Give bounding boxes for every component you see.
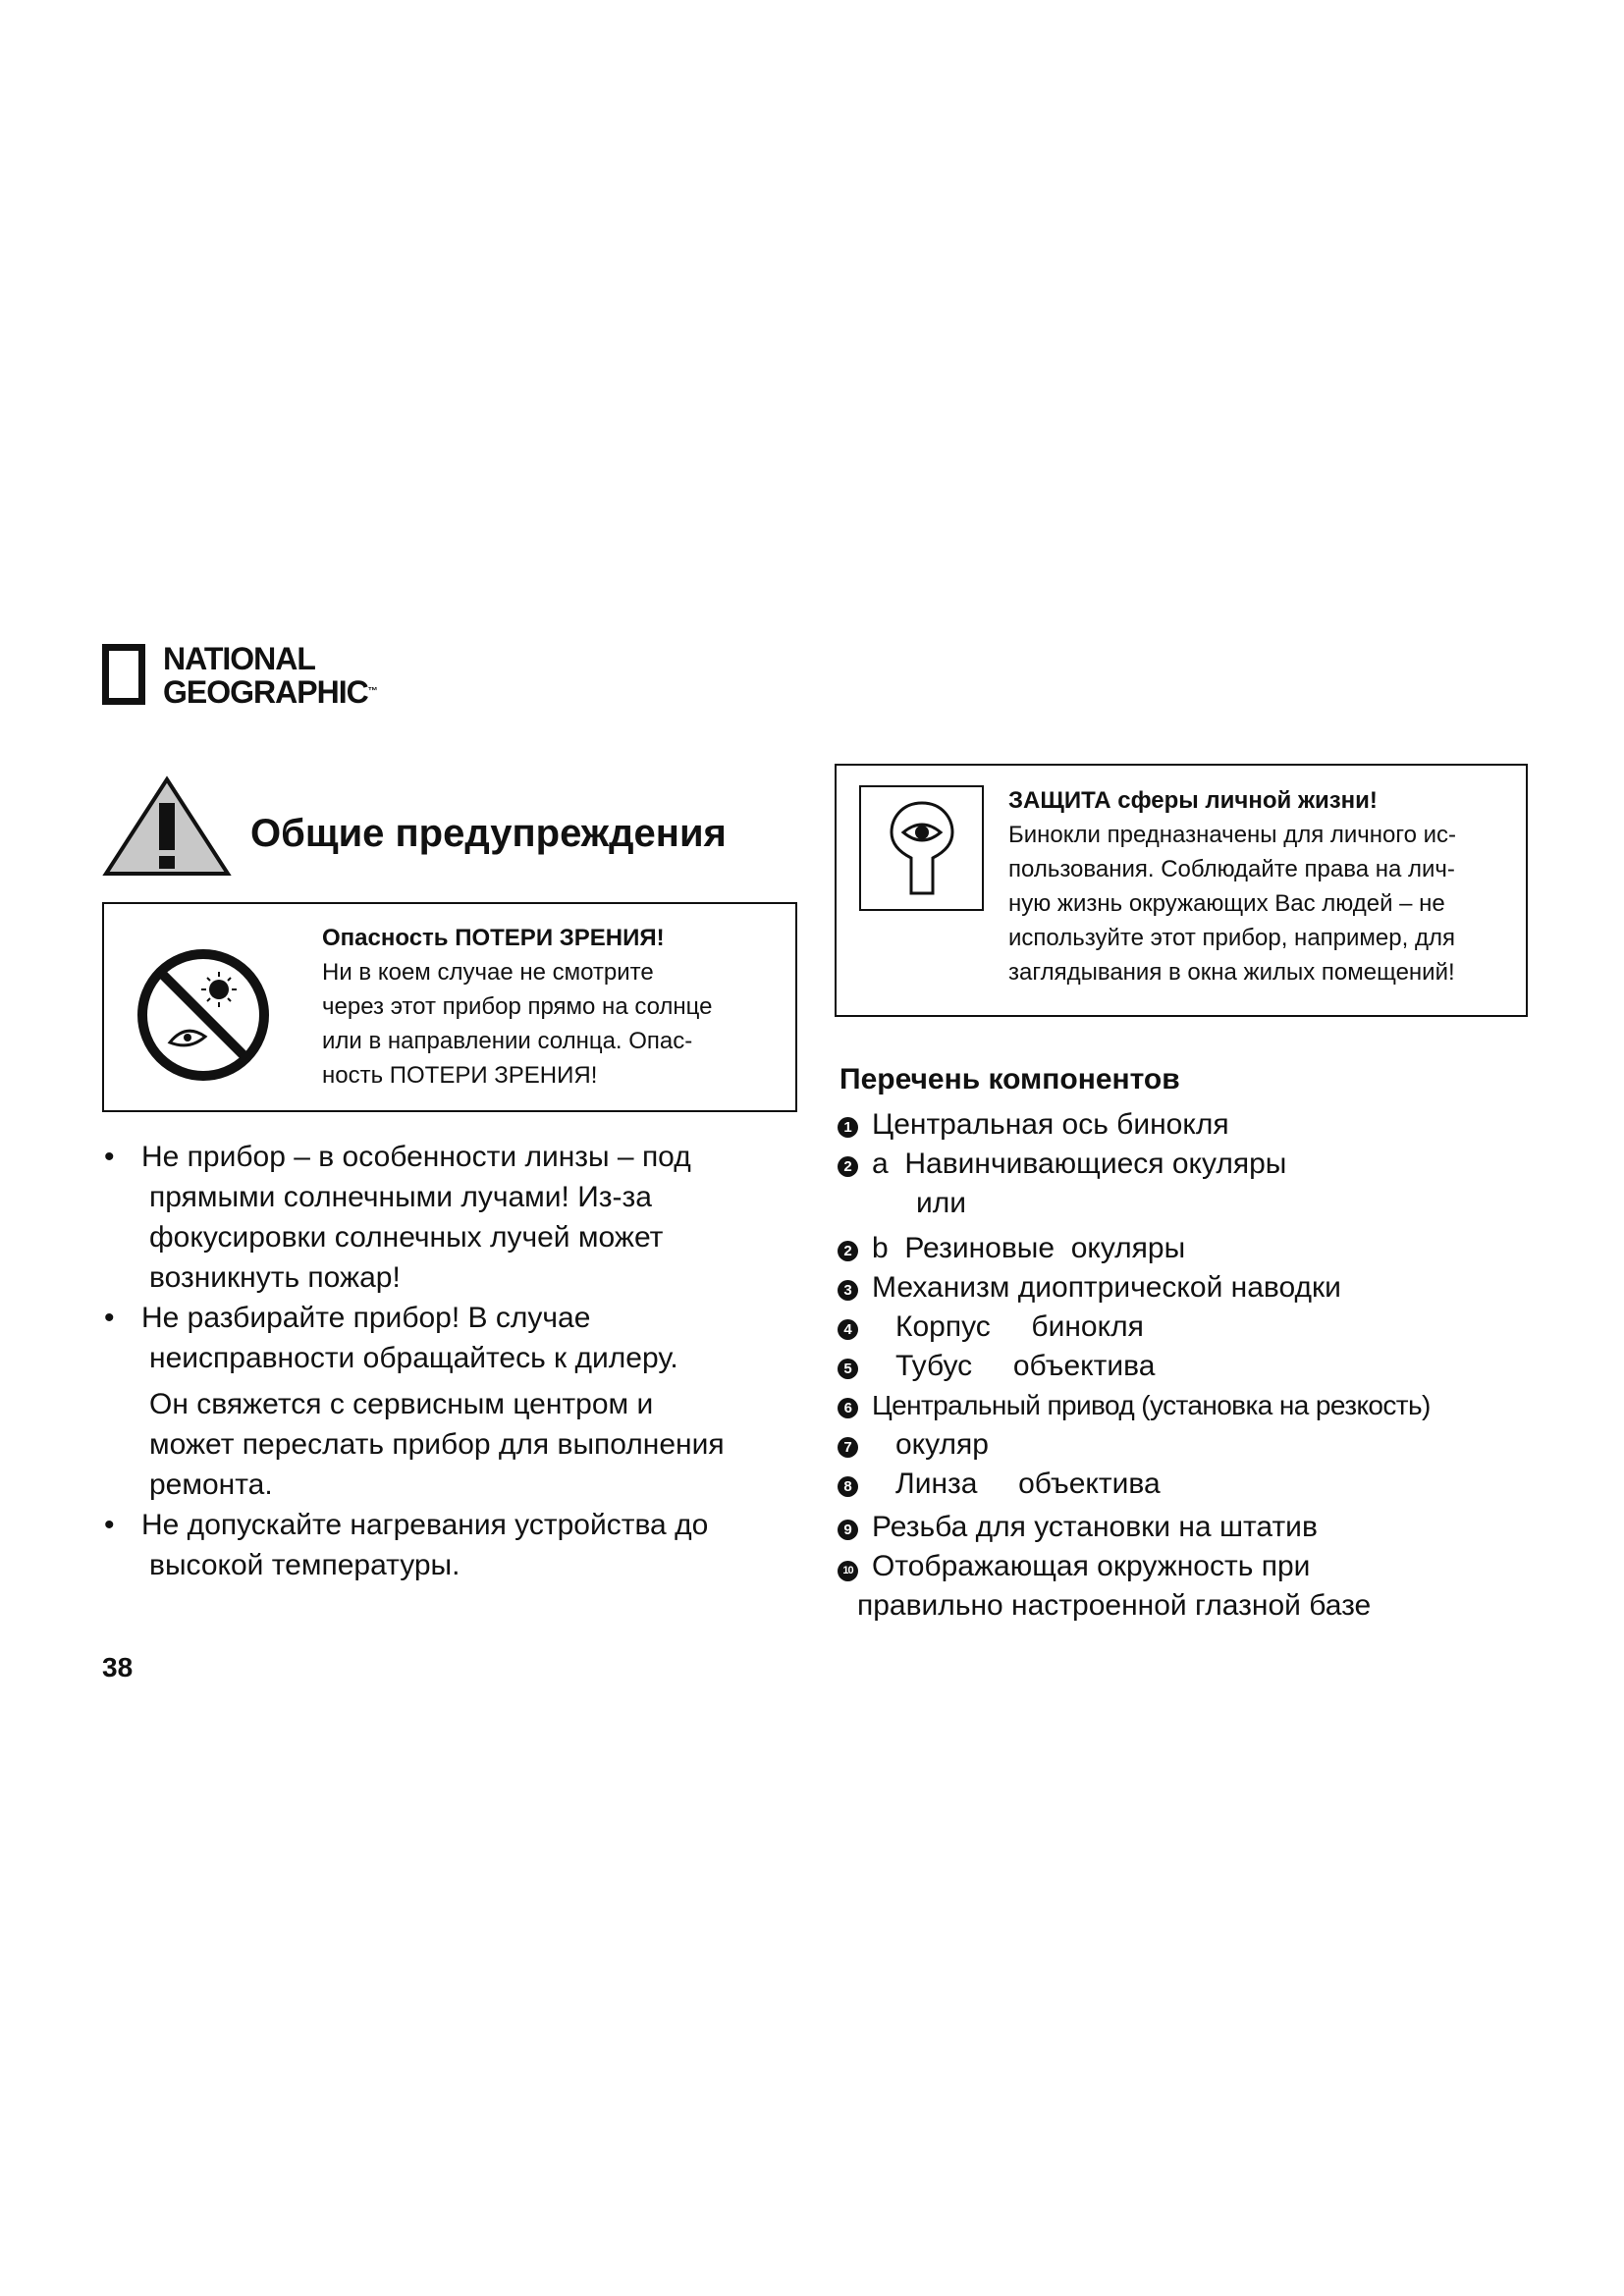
component-number: 6 (838, 1398, 858, 1418)
component-text: Резьба для установки на штатив (872, 1511, 1318, 1543)
component-text: Линза объектива (895, 1468, 1161, 1500)
eye-danger-line: или в направлении солнца. Опас- (322, 1028, 693, 1054)
component-item (838, 1508, 1544, 1547)
privacy-line: пользования. Соблюдайте права на лич- (1008, 856, 1455, 882)
privacy-title: ЗАЩИТА сферы личной жизни! (1008, 787, 1378, 814)
components-list (838, 1105, 1544, 1626)
logo-line1: NATIONAL (163, 641, 315, 676)
eye-danger-title: Опасность ПОТЕРИ ЗРЕНИЯ! (322, 925, 665, 951)
eye-danger-line: Ни в коем случае не смотрите (322, 959, 654, 986)
privacy-line: заглядывания в окна жилых помещений! (1008, 959, 1455, 986)
bullet-line: прямыми солнечными лучами! Из-за (149, 1181, 652, 1213)
component-item (838, 1184, 1544, 1223)
keyhole-eye-icon (884, 799, 960, 899)
warning-triangle-icon (102, 775, 232, 878)
bullet-line: неисправности обращайтесь к дилеру. (149, 1342, 678, 1374)
component-number: 2 (838, 1156, 858, 1177)
component-number: 4 (838, 1319, 858, 1340)
no-sun-viewing-icon (135, 946, 272, 1084)
eye-danger-line: ность ПОТЕРИ ЗРЕНИЯ! (322, 1062, 598, 1089)
component-text: окуляр (895, 1428, 989, 1461)
bullet-item (100, 1505, 807, 1585)
component-number: 2 (838, 1241, 858, 1261)
component-item (838, 1229, 1544, 1268)
component-text: Корпус бинокля (895, 1310, 1144, 1343)
eye-danger-text (322, 921, 784, 1093)
privacy-text (1008, 783, 1519, 989)
bullet-line: Он свяжется с сервисным центром и (149, 1388, 654, 1420)
bullet-line: Не разбирайте прибор! В случае (141, 1302, 591, 1334)
bullet-item (100, 1298, 807, 1505)
bullet-line: может переслать прибор для выполнения (149, 1428, 725, 1461)
component-number: 9 (838, 1520, 858, 1540)
bullet-line: Не допускайте нагревания устройства до (141, 1509, 709, 1541)
bullet-line: ремонта. (149, 1468, 273, 1501)
component-number: 7 (838, 1437, 858, 1458)
component-text: Отображающая окружность при (872, 1550, 1311, 1582)
components-title: Перечень компонентов (839, 1063, 1180, 1095)
component-item (838, 1145, 1544, 1184)
logo-tm: ™ (367, 686, 377, 697)
component-number: 1 (838, 1117, 858, 1138)
privacy-line: ную жизнь окружающих Вас людей – не (1008, 890, 1445, 917)
component-item (838, 1308, 1544, 1347)
component-number: 8 (838, 1476, 858, 1497)
bullet-line: фокусировки солнечных лучей может (149, 1221, 664, 1254)
bullet-line: высокой температуры. (149, 1549, 460, 1581)
component-item (838, 1347, 1544, 1386)
component-text: правильно настроенной глазной базе (857, 1589, 1372, 1622)
warning-bullet-list (100, 1137, 807, 1585)
brand-logo (163, 642, 377, 709)
page-number: 38 (102, 1652, 134, 1682)
component-number: 10 (838, 1561, 858, 1581)
privacy-line: Бинокли предназначены для личного ис- (1008, 822, 1457, 848)
bullet-item (100, 1137, 807, 1298)
eye-danger-line: через этот прибор прямо на солнце (322, 993, 713, 1020)
component-text: b Резиновые окуляры (872, 1232, 1186, 1264)
component-item (838, 1547, 1544, 1586)
logo-frame-icon (102, 644, 145, 705)
page-title: Общие предупреждения (250, 812, 727, 855)
logo-line2: GEOGRAPHIC (163, 674, 368, 710)
bullet-line: Не прибор – в особенности линзы – под (141, 1141, 691, 1173)
component-item (838, 1586, 1544, 1626)
component-text: Тубус объектива (895, 1350, 1156, 1382)
component-text: a Навинчивающиеся окуляры (872, 1148, 1287, 1180)
component-item (838, 1386, 1544, 1425)
component-item (838, 1465, 1544, 1504)
component-number: 5 (838, 1359, 858, 1379)
component-item (838, 1425, 1544, 1465)
component-text: Центральный привод (установка на резкость) (872, 1390, 1431, 1420)
component-item (838, 1268, 1544, 1308)
component-text: Центральная ось бинокля (872, 1108, 1229, 1141)
bullet-line: возникнуть пожар! (149, 1261, 401, 1294)
privacy-line: используйте этот прибор, например, для (1008, 925, 1455, 951)
component-number: 3 (838, 1280, 858, 1301)
component-item (838, 1105, 1544, 1145)
component-text: Механизм диоптрической наводки (872, 1271, 1341, 1304)
component-text: или (916, 1187, 967, 1219)
